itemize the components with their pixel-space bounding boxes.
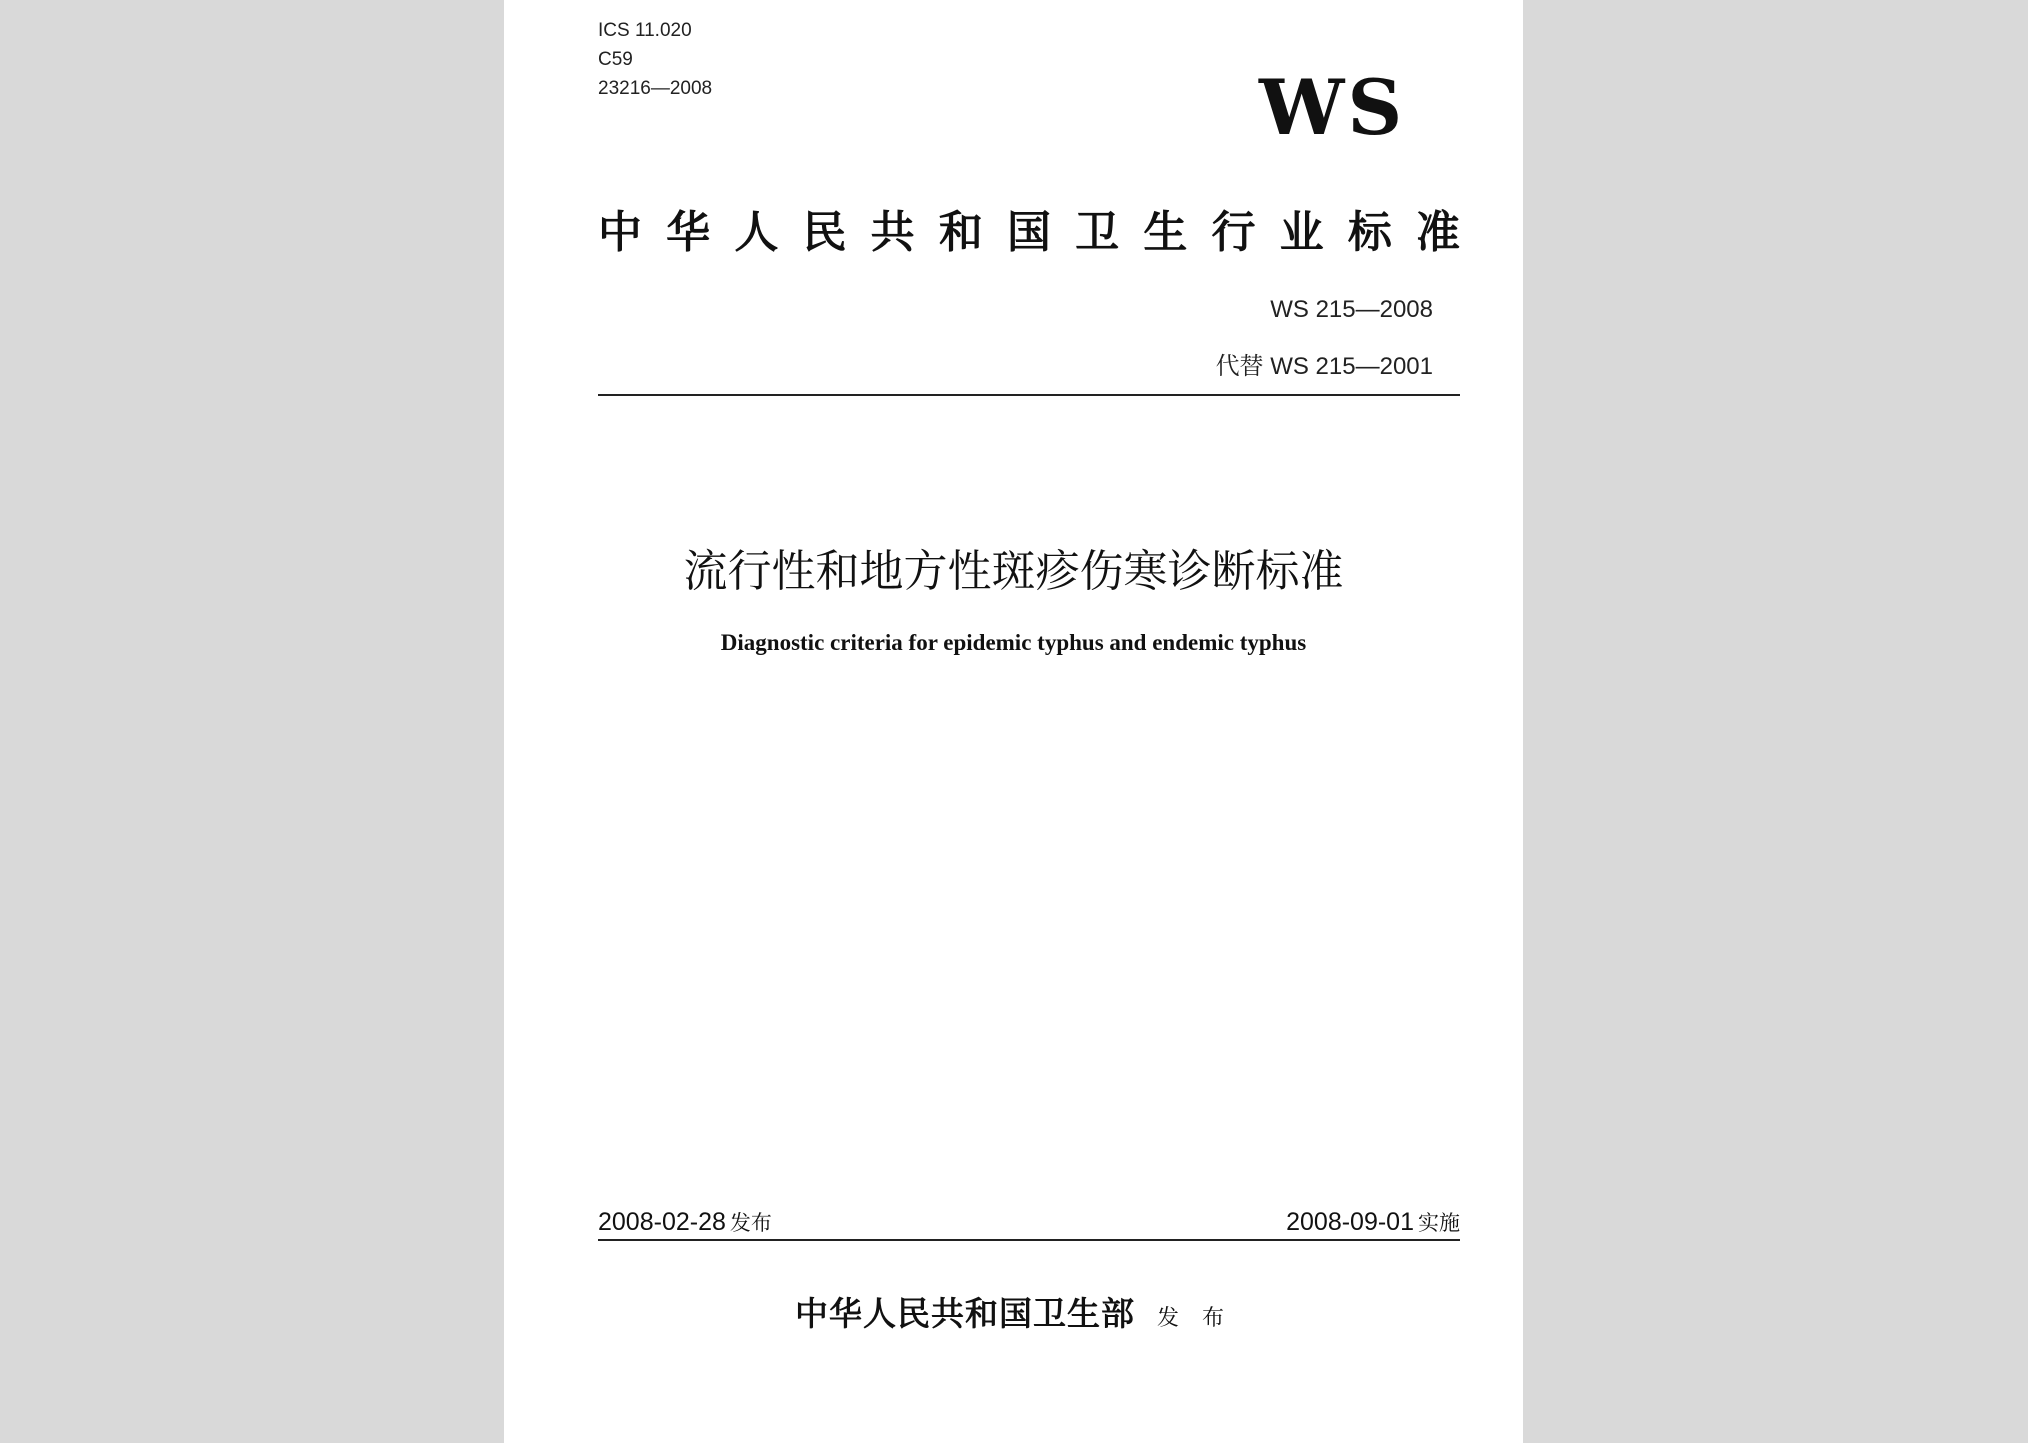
implementation-label: 实施 <box>1418 1211 1460 1235</box>
issue-date-line <box>598 1207 772 1237</box>
filing-number: 23216—2008 <box>598 78 713 99</box>
top-divider <box>598 394 1460 396</box>
publisher-action: 发 布 <box>1157 1306 1232 1331</box>
document-title-chinese: 流行性和地方性斑疹伤寒诊断标准 <box>683 546 1344 597</box>
implementation-date: 2008-09-01 <box>1286 1208 1414 1236</box>
publisher-name: 中华人民共和国卫生部 <box>795 1294 1135 1333</box>
ws-logo: WS <box>1259 63 1406 152</box>
document-title-english: Diagnostic criteria for epidemic typhus and endemic typhus <box>720 630 1307 655</box>
industry-standard-title: 中华人民共和国卫生行业标准 <box>598 207 1460 258</box>
ics-code: ICS 11.020 <box>598 20 692 41</box>
issue-date: 2008-02-28 <box>598 1208 726 1236</box>
replaces-standard: 代替 WS 215—2001 <box>1215 353 1433 380</box>
standard-number: WS 215—2008 <box>1270 296 1433 323</box>
ccs-code: C59 <box>598 49 633 70</box>
classification-block <box>598 16 712 103</box>
publisher-line <box>504 1288 1523 1335</box>
issue-label: 发布 <box>729 1211 772 1235</box>
bottom-divider <box>598 1239 1460 1241</box>
implementation-date-line <box>1286 1207 1460 1237</box>
document-page <box>504 0 1523 1443</box>
